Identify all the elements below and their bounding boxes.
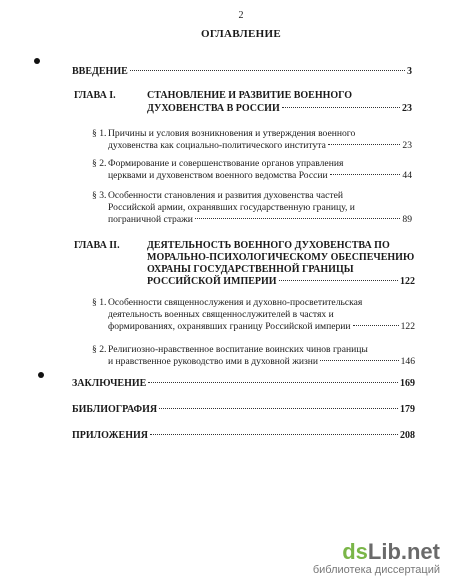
dot-leader: [328, 144, 401, 145]
entry-label: ВВЕДЕНИЕ: [72, 66, 128, 77]
dot-leader: [353, 325, 399, 326]
entry-page: 169: [400, 378, 415, 389]
entry-page: 44: [402, 170, 412, 181]
dslib-logo: [313, 541, 440, 563]
toc-heading: ОГЛАВЛЕНИЕ: [201, 28, 281, 40]
entry-label: ПРИЛОЖЕНИЯ: [72, 430, 148, 441]
dot-leader: [330, 174, 401, 175]
section-number: § 1.: [92, 297, 107, 308]
chapter-2-title-line: ДЕЯТЕЛЬНОСТЬ ВОЕННОГО ДУХОВЕНСТВА ПО: [147, 240, 390, 251]
chapter-2-title-line: ОХРАНЫ ГОСУДАРСТВЕННОЙ ГРАНИЦЫ: [147, 264, 354, 275]
entry-label: БИБЛИОГРАФИЯ: [72, 404, 158, 415]
dot-leader: [159, 408, 398, 409]
entry-page: 208: [400, 430, 415, 441]
dot-leader: [150, 434, 398, 435]
entry-page: 89: [402, 214, 412, 225]
toc-entry-conclusion[interactable]: [72, 378, 415, 390]
binder-hole-dot: [34, 58, 40, 64]
dot-leader: [279, 280, 398, 281]
toc-entry-ch2-section-1[interactable]: [92, 297, 415, 333]
toc-entry-bibliography[interactable]: [72, 404, 415, 416]
dslib-watermark: [313, 541, 440, 576]
section-title-line: и нравственное руководство ими в духовной жизни: [108, 356, 319, 367]
toc-entry-chapter-2[interactable]: [147, 240, 415, 288]
section-title-line: Причины и условия возникновения и утверждения военного: [108, 128, 356, 139]
section-title-line: церквами и духовенством военного ведомства России: [108, 170, 328, 181]
entry-label: ЗАКЛЮЧЕНИЕ: [72, 378, 147, 389]
entry-page: 122: [400, 276, 415, 287]
dot-leader: [320, 360, 399, 361]
toc-entry-introduction[interactable]: [72, 66, 412, 78]
entry-page: 23: [402, 103, 412, 114]
section-title-line: Российской армии, охранявших государственную границу, и: [108, 202, 355, 213]
toc-entry-ch1-section-3[interactable]: [92, 190, 412, 226]
toc-entry-chapter-1[interactable]: [147, 103, 412, 115]
logo-prefix: ds: [342, 539, 368, 564]
section-title-line: деятельность военных священнослужителей в частях и: [108, 309, 334, 320]
section-title-line: Особенности становления и развития духовенства частей: [108, 190, 343, 201]
section-title-line: духовенства как социально-политического института: [108, 140, 326, 151]
section-title-line: формированиях, охранявших границу Российской империи: [108, 321, 351, 332]
toc-entry-ch1-section-2[interactable]: [92, 158, 412, 182]
section-title-line: Особенности священнослужения и духовно-просветительская: [108, 297, 363, 308]
watermark-subtitle: библиотека диссертаций: [312, 564, 440, 576]
dot-leader: [282, 107, 400, 108]
chapter-1-number: ГЛАВА I.: [74, 90, 116, 101]
section-title-line: Формирование и совершенствование органов управления: [108, 158, 344, 169]
chapter-1-title-line: СТАНОВЛЕНИЕ И РАЗВИТИЕ ВОЕННОГО: [147, 90, 353, 101]
binder-hole-dot: [38, 372, 44, 378]
section-title-line: Религиозно-нравственное воспитание воинских чинов границы: [108, 344, 368, 355]
chapter-2-title-line: МОРАЛЬНО-ПСИХОЛОГИЧЕСКОМУ ОБЕСПЕЧЕНИЮ: [147, 252, 415, 263]
page-number: 2: [238, 10, 244, 21]
toc-entry-appendices[interactable]: [72, 430, 415, 442]
chapter-1-title-line: ДУХОВЕНСТВА В РОССИИ: [147, 103, 280, 114]
entry-page: 3: [407, 66, 412, 77]
dot-leader: [130, 70, 405, 71]
section-number: § 2.: [92, 158, 107, 169]
entry-page: 23: [402, 140, 412, 151]
section-number: § 3.: [92, 190, 107, 201]
chapter-2-number: ГЛАВА II.: [74, 240, 120, 251]
section-title-line: пограничной стражи: [108, 214, 193, 225]
dot-leader: [195, 218, 401, 219]
logo-rest: Lib.net: [367, 539, 440, 564]
entry-page: 146: [400, 356, 415, 367]
section-number: § 2.: [92, 344, 107, 355]
dot-leader: [148, 382, 398, 383]
entry-page: 122: [400, 321, 415, 332]
toc-entry-ch2-section-2[interactable]: [92, 344, 415, 368]
section-number: § 1.: [92, 128, 107, 139]
entry-page: 179: [400, 404, 415, 415]
chapter-2-title-line: РОССИЙСКОЙ ИМПЕРИИ: [147, 276, 277, 287]
toc-entry-ch1-section-1[interactable]: [92, 128, 412, 152]
